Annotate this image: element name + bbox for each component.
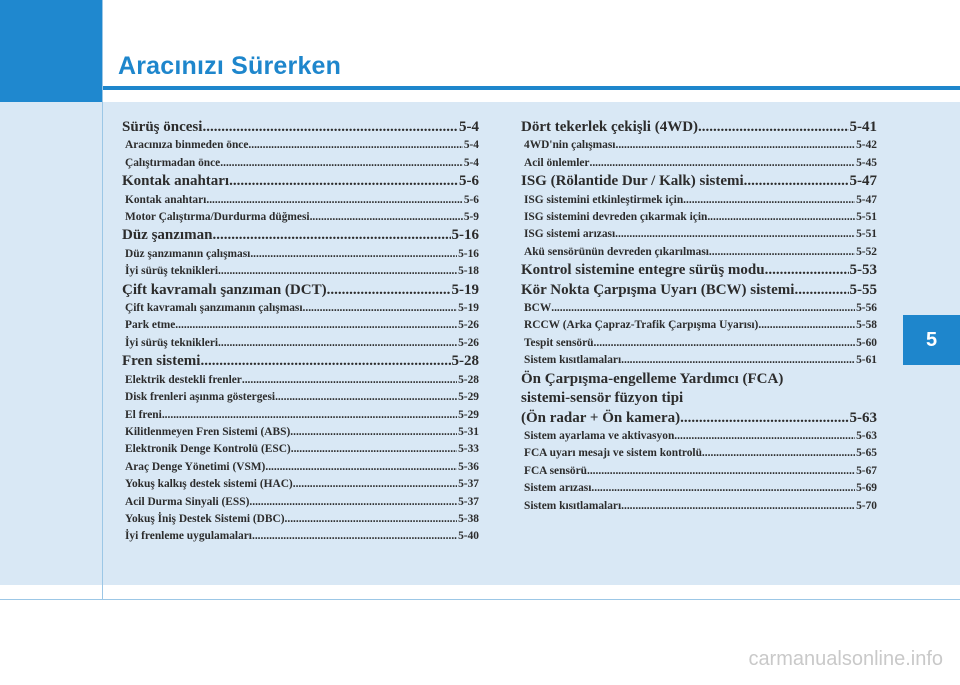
toc-dot-leader xyxy=(702,445,855,462)
toc-entry-label: Düz şanzıman xyxy=(122,227,213,244)
toc-page-number: 5-29 xyxy=(458,391,479,404)
toc-dot-leader xyxy=(229,172,458,191)
toc-subsection-entry[interactable] xyxy=(521,498,877,515)
toc-dot-leader xyxy=(293,476,457,493)
toc-page-number: 5-51 xyxy=(856,211,877,224)
toc-dot-leader xyxy=(285,511,458,528)
toc-subsection-entry[interactable] xyxy=(122,441,479,458)
toc-page-number: 5-40 xyxy=(458,530,479,543)
toc-page-number: 5-53 xyxy=(849,262,877,279)
toc-entry-label: Sistem arızası xyxy=(524,482,592,495)
toc-section-entry[interactable] xyxy=(122,172,479,191)
toc-section-entry[interactable] xyxy=(122,281,479,300)
toc-dot-leader xyxy=(175,317,457,334)
toc-subsection-entry[interactable] xyxy=(122,335,479,352)
toc-section-entry[interactable] xyxy=(122,118,479,137)
toc-entry-label: Disk frenleri aşınma göstergesi xyxy=(125,391,276,404)
toc-dot-leader xyxy=(200,352,450,371)
toc-subsection-entry[interactable] xyxy=(521,463,877,480)
toc-subsection-entry[interactable] xyxy=(521,209,877,226)
toc-page-number: 5-4 xyxy=(463,139,479,152)
toc-dot-leader xyxy=(744,172,849,191)
toc-page-number: 5-9 xyxy=(463,211,479,224)
toc-dot-leader xyxy=(265,459,457,476)
horizontal-divider xyxy=(0,599,960,600)
toc-page-number: 5-4 xyxy=(459,119,479,135)
toc-section-entry[interactable] xyxy=(521,118,877,137)
toc-page-number: 5-67 xyxy=(856,464,877,477)
toc-entry-label: Çift kavramalı şanzımanın çalışması xyxy=(125,302,303,315)
toc-page-number: 5-61 xyxy=(856,354,877,367)
toc-section-entry[interactable] xyxy=(521,261,877,280)
toc-dot-leader xyxy=(162,407,457,424)
page-title: Aracınızı Sürerken xyxy=(118,52,342,80)
toc-page-number: 5-6 xyxy=(459,173,479,190)
toc-entry-label: Çalıştırmadan önce xyxy=(125,156,221,169)
toc-subsection-entry[interactable] xyxy=(122,424,479,441)
toc-entry-label: İyi frenleme uygulamaları xyxy=(125,530,252,543)
toc-page-number: 5-47 xyxy=(856,193,877,206)
toc-subsection-entry[interactable] xyxy=(122,192,479,209)
toc-section-entry[interactable] xyxy=(521,281,877,300)
title-underline xyxy=(102,86,960,90)
toc-dot-leader xyxy=(220,155,463,172)
toc-subsection-entry[interactable] xyxy=(521,428,877,445)
toc-page-number: 5-29 xyxy=(458,408,479,421)
toc-page-number: 5-18 xyxy=(458,265,479,278)
toc-entry-label: Kontrol sistemine entegre sürüş modu xyxy=(521,262,765,279)
toc-entry-label: Tespit sensörü xyxy=(524,336,594,349)
toc-entry-label: Sistem kısıtlamaları xyxy=(524,499,622,512)
toc-dot-leader xyxy=(212,226,450,245)
toc-page-number: 5-31 xyxy=(458,425,479,438)
toc-subsection-entry[interactable] xyxy=(521,300,877,317)
toc-subsection-entry[interactable] xyxy=(122,137,479,154)
toc-dot-leader xyxy=(202,118,458,137)
toc-entry-label: Acil Durma Sinyali (ESS) xyxy=(125,495,250,508)
toc-page-number: 5-38 xyxy=(458,512,479,525)
toc-subsection-entry[interactable] xyxy=(521,352,877,369)
toc-subsection-entry[interactable] xyxy=(122,300,479,317)
toc-subsection-entry[interactable] xyxy=(521,192,877,209)
toc-dot-leader xyxy=(587,463,855,480)
toc-subsection-entry[interactable] xyxy=(122,263,479,280)
toc-subsection-entry[interactable] xyxy=(521,226,877,243)
toc-subsection-entry[interactable] xyxy=(122,494,479,511)
toc-page-number: 5-63 xyxy=(856,429,877,442)
toc-page-number: 5-60 xyxy=(856,336,877,349)
toc-entry-label: ISG (Rölantide Dur / Kalk) sistemi xyxy=(521,173,744,190)
toc-entry-label: BCW xyxy=(524,302,552,315)
toc-heading-line: Ön Çarpışma-engelleme Yardımcı (FCA) xyxy=(521,370,784,387)
toc-subsection-entry[interactable] xyxy=(521,155,877,172)
chapter-tab[interactable]: 5 xyxy=(903,315,960,365)
toc-entry-label: Aracınıza binmeden önce xyxy=(125,139,249,152)
toc-page-number: 5-52 xyxy=(856,245,877,258)
toc-entry-label: El freni xyxy=(125,408,162,421)
toc-dot-leader xyxy=(589,155,855,172)
toc-page-number: 5-70 xyxy=(856,499,877,512)
toc-right-column xyxy=(521,118,877,515)
toc-dot-leader xyxy=(218,335,457,352)
toc-entry-label: Elektronik Denge Kontrolü (ESC) xyxy=(125,443,291,456)
toc-subsection-entry[interactable] xyxy=(122,317,479,334)
toc-page-number: 5-41 xyxy=(849,119,877,135)
toc-subsection-entry[interactable] xyxy=(122,476,479,493)
toc-dot-leader xyxy=(683,192,855,209)
toc-subsection-entry[interactable] xyxy=(521,244,877,261)
toc-page-number: 5-28 xyxy=(451,353,479,370)
toc-subsection-entry[interactable] xyxy=(521,445,877,462)
toc-entry-label: Akü sensörünün devreden çıkarılması xyxy=(524,245,709,258)
toc-dot-leader xyxy=(290,424,457,441)
toc-entry-label: Kontak anahtarı xyxy=(125,193,207,206)
toc-entry-label: Kilitlenmeyen Fren Sistemi (ABS) xyxy=(125,425,291,438)
toc-subsection-entry[interactable] xyxy=(122,209,479,226)
toc-entry-label: Sürüş öncesi xyxy=(122,119,203,135)
toc-entry-label: FCA uyarı mesajı ve sistem kontrolü xyxy=(524,447,702,460)
toc-page-number: 5-56 xyxy=(856,302,877,315)
toc-entry-label: Yokuş kalkış destek sistemi (HAC) xyxy=(125,478,293,491)
toc-dot-leader xyxy=(303,300,458,317)
toc-subsection-entry[interactable] xyxy=(122,511,479,528)
toc-page-number: 5-69 xyxy=(856,482,877,495)
toc-entry-label: Çift kavramalı şanzıman (DCT) xyxy=(122,281,327,298)
toc-page-number: 5-16 xyxy=(451,227,479,244)
toc-dot-leader xyxy=(621,498,855,515)
toc-entry-label: Sistem kısıtlamaları xyxy=(524,354,622,367)
toc-heading-line: sistemi-sensör füzyon tipi xyxy=(521,390,684,407)
toc-dot-leader xyxy=(709,244,855,261)
toc-page-number: 5-16 xyxy=(458,247,479,260)
toc-dot-leader xyxy=(206,192,462,209)
toc-entry-label: Sistem ayarlama ve aktivasyon xyxy=(524,429,675,442)
toc-page-number: 5-58 xyxy=(856,319,877,332)
toc-page-number: 5-65 xyxy=(856,447,877,460)
toc-page-number: 5-36 xyxy=(458,460,479,473)
toc-page-number: 5-45 xyxy=(856,156,877,169)
toc-page-number: 5-37 xyxy=(458,478,479,491)
toc-section-entry[interactable] xyxy=(122,226,479,245)
toc-dot-leader xyxy=(275,389,457,406)
toc-section-entry[interactable] xyxy=(521,172,877,191)
toc-subsection-entry[interactable] xyxy=(122,407,479,424)
toc-entry-label: Yokuş İniş Destek Sistemi (DBC) xyxy=(125,512,285,525)
toc-dot-leader xyxy=(249,494,457,511)
toc-page-number: 5-51 xyxy=(856,228,877,241)
toc-page-number: 5-19 xyxy=(451,281,479,298)
toc-entry-label: Kör Nokta Çarpışma Uyarı (BCW) sistemi xyxy=(521,281,795,298)
toc-dot-leader xyxy=(310,209,463,226)
toc-entry-label: Dört tekerlek çekişli (4WD) xyxy=(521,119,699,135)
toc-subsection-entry[interactable] xyxy=(521,137,877,154)
toc-subsection-entry[interactable] xyxy=(122,372,479,389)
toc-subsection-entry[interactable] xyxy=(122,459,479,476)
toc-page-number: 5-19 xyxy=(458,302,479,315)
toc-page-number: 5-6 xyxy=(463,193,479,206)
toc-page-number: 5-37 xyxy=(458,495,479,508)
watermark: carmanualsonline.info xyxy=(748,648,943,670)
toc-dot-leader xyxy=(615,226,855,243)
toc-dot-leader xyxy=(591,480,855,497)
toc-subsection-entry[interactable] xyxy=(122,155,479,172)
toc-dot-leader xyxy=(615,137,855,154)
toc-page-number: 5-28 xyxy=(458,373,479,386)
toc-entry-label: İyi sürüş teknikleri xyxy=(125,265,219,278)
toc-section-entry[interactable] xyxy=(122,352,479,371)
toc-dot-leader xyxy=(698,118,848,137)
toc-dot-leader xyxy=(250,246,457,263)
toc-dot-leader xyxy=(707,209,855,226)
vertical-divider xyxy=(102,0,103,600)
toc-dot-leader xyxy=(218,263,457,280)
toc-entry-label: ISG sistemini etkinleştirmek için xyxy=(524,193,684,206)
toc-entry-label: Park etme xyxy=(125,319,176,332)
toc-subsection-entry[interactable] xyxy=(122,389,479,406)
toc-subsection-entry[interactable] xyxy=(521,480,877,497)
toc-page-number: 5-42 xyxy=(856,139,877,152)
toc-entry-label: Araç Denge Yönetimi (VSM) xyxy=(125,460,266,473)
toc-subsection-entry[interactable] xyxy=(122,528,479,545)
toc-entry-label: İyi sürüş teknikleri xyxy=(125,336,219,349)
toc-dot-leader xyxy=(680,409,848,428)
toc-entry-label: FCA sensörü xyxy=(524,464,587,477)
toc-page-number: 5-4 xyxy=(463,156,479,169)
toc-dot-leader xyxy=(248,137,462,154)
toc-dot-leader xyxy=(758,317,855,334)
toc-entry-label: Kontak anahtarı xyxy=(122,173,230,190)
toc-subsection-entry[interactable] xyxy=(521,335,877,352)
toc-page-number: 5-26 xyxy=(458,319,479,332)
toc-entry-label: RCCW (Arka Çapraz-Trafik Çarpışma Uyarısı) xyxy=(524,319,759,332)
toc-entry-label: ISG sistemi arızası xyxy=(524,228,616,241)
toc-section-entry[interactable] xyxy=(521,409,877,428)
toc-page-number: 5-63 xyxy=(849,409,877,426)
toc-subsection-entry[interactable] xyxy=(122,246,479,263)
toc-dot-leader xyxy=(291,441,457,458)
toc-entry-label: 4WD'nin çalışması xyxy=(524,139,616,152)
toc-left-column xyxy=(122,118,479,546)
toc-entry-label: Motor Çalıştırma/Durdurma düğmesi xyxy=(125,211,310,224)
left-margin-panel xyxy=(0,102,102,585)
toc-entry-label: Fren sistemi xyxy=(122,353,201,370)
toc-dot-leader xyxy=(621,352,855,369)
toc-dot-leader xyxy=(252,528,457,545)
toc-dot-leader xyxy=(551,300,855,317)
toc-entry-label: (Ön radar + Ön kamera) xyxy=(521,409,681,426)
toc-page-number: 5-55 xyxy=(849,281,877,298)
toc-dot-leader xyxy=(674,428,855,445)
toc-entry-label: Acil önlemler xyxy=(524,156,590,169)
toc-entry-label: ISG sistemini devreden çıkarmak için xyxy=(524,211,708,224)
toc-page-number: 5-33 xyxy=(458,443,479,456)
toc-subsection-entry[interactable] xyxy=(521,317,877,334)
toc-dot-leader xyxy=(794,281,848,300)
toc-dot-leader xyxy=(327,281,451,300)
toc-dot-leader xyxy=(594,335,856,352)
toc-page-number: 5-26 xyxy=(458,336,479,349)
toc-dot-leader xyxy=(765,261,849,280)
toc-dot-leader xyxy=(242,372,457,389)
toc-entry-label: Elektrik destekli frenler xyxy=(125,373,242,386)
toc-page-number: 5-47 xyxy=(849,173,877,190)
header-left-block xyxy=(0,0,102,102)
toc-entry-label: Düz şanzımanın çalışması xyxy=(125,247,251,260)
